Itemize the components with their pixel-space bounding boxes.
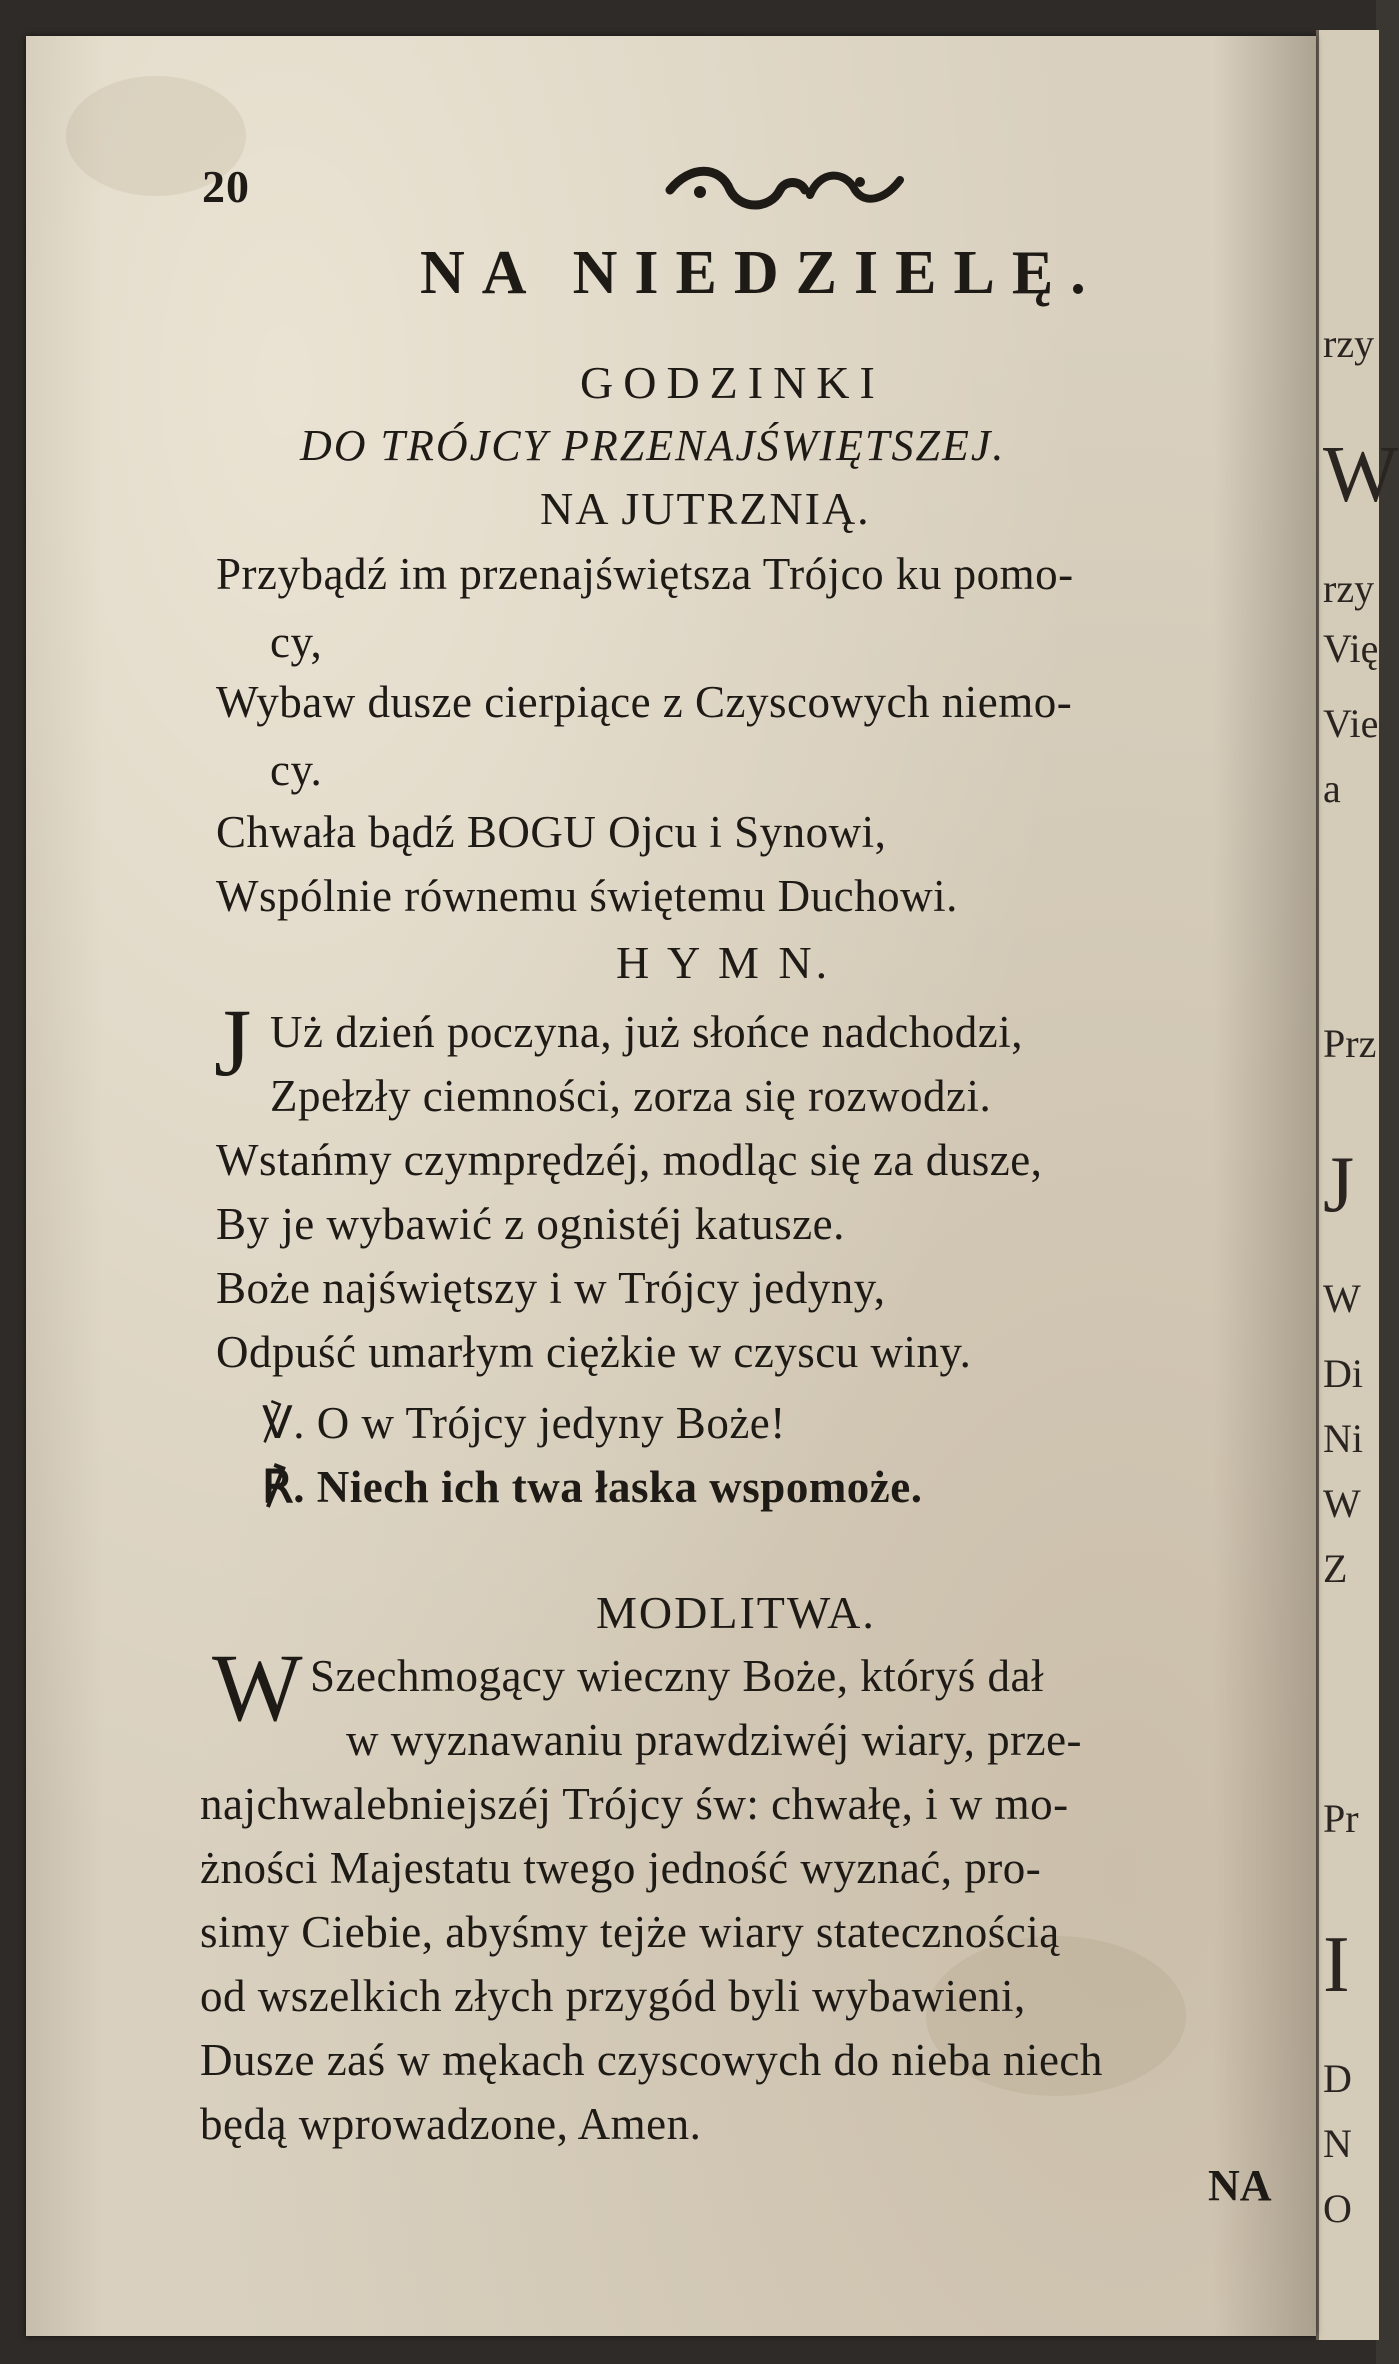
verse-line: Wybaw dusze cierpiące z Czyscowych niemo- xyxy=(216,677,1073,727)
hymn-heading: H Y M N. xyxy=(616,937,832,988)
page-title: NA NIEDZIELĘ. xyxy=(420,239,1103,307)
adjacent-fragment: O xyxy=(1323,2186,1352,2231)
dedication-line: DO TRÓJCY PRZENAJŚWIĘTSZEJ. xyxy=(300,421,1006,470)
adjacent-fragment: D xyxy=(1323,2056,1352,2101)
verse-line: cy, xyxy=(270,617,323,667)
jutrznia-heading: NA JUTRZNIĄ. xyxy=(540,483,871,534)
adjacent-fragment: Vię xyxy=(1323,626,1379,671)
prayer-line: żności Majestatu twego jedność wyznać, pro- xyxy=(200,1843,1042,1893)
adjacent-fragment: N xyxy=(1323,2121,1352,2166)
adjacent-fragment: rzy xyxy=(1323,566,1375,611)
prayer-line: simy Ciebie, abyśmy tejże wiary statecznością xyxy=(200,1907,1060,1957)
verse-line: cy. xyxy=(270,745,323,795)
page-number: 20 xyxy=(202,161,250,212)
catchword: NA xyxy=(1208,2161,1272,2210)
adjacent-fragment: J xyxy=(1323,1141,1355,1229)
modlitwa-heading: MODLITWA. xyxy=(596,1587,876,1638)
adjacent-fragment: W xyxy=(1323,431,1399,519)
response-line: ℟. Niech ich twa łaska wspomoże. xyxy=(262,1462,923,1512)
versicle-line: ℣. O w Trójcy jedyny Boże! xyxy=(262,1398,786,1448)
hymn-line: By je wybawić z ognistéj katusze. xyxy=(216,1199,845,1249)
adjacent-fragment: Vie xyxy=(1323,701,1379,746)
modlitwa-dropcap: W xyxy=(212,1634,303,1741)
hymn-line: Odpuść umarłym ciężkie w czyscu winy. xyxy=(216,1327,972,1377)
prayer-line: Szechmogący wieczny Boże, któryś dał xyxy=(310,1651,1045,1701)
verse-line: Przybądź im przenajświętsza Trójco ku pomo- xyxy=(216,549,1074,599)
hymn-line: Boże najświętszy i w Trójcy jedyny, xyxy=(216,1263,886,1313)
hymn-dropcap: J xyxy=(214,989,252,1096)
prayer-line: będą wprowadzone, Amen. xyxy=(200,2099,702,2149)
page-subtitle: GODZINKI xyxy=(580,357,885,408)
adjacent-fragment: I xyxy=(1323,1921,1350,2009)
hymn-line: Wstańmy czymprędzéj, modląc się za dusze, xyxy=(216,1135,1043,1185)
hymn-line: Zpełzły ciemności, zorza się rozwodzi. xyxy=(270,1071,992,1121)
adjacent-fragment: Pr xyxy=(1323,1796,1359,1841)
prayer-line: od wszelkich złych przygód byli wybawieni, xyxy=(200,1971,1026,2021)
ornament-icon xyxy=(660,160,920,220)
adjacent-page-edge xyxy=(1316,30,1399,2340)
adjacent-fragment: rzy xyxy=(1323,321,1375,366)
adjacent-fragment: Ni xyxy=(1323,1416,1363,1461)
prayer-line: najchwalebniejszéj Trójcy św: chwałę, i w mo- xyxy=(200,1779,1069,1829)
verse-line: Chwała bądź BOGU Ojcu i Synowi, xyxy=(216,807,887,857)
adjacent-fragment: W xyxy=(1323,1481,1361,1526)
adjacent-fragment: Prz xyxy=(1323,1021,1377,1066)
adjacent-fragment: W xyxy=(1323,1276,1361,1321)
prayer-line: Dusze zaś w mękach czyscowych do nieba niech xyxy=(200,2035,1103,2085)
adjacent-fragment: a xyxy=(1323,766,1341,811)
hymn-line: Uż dzień poczyna, już słońce nadchodzi, xyxy=(270,1007,1023,1057)
adjacent-fragment: Di xyxy=(1323,1351,1363,1396)
verse-line: Wspólnie równemu świętemu Duchowi. xyxy=(216,871,958,921)
adjacent-fragment: Z xyxy=(1323,1546,1348,1591)
prayer-line: w wyznawaniu prawdziwéj wiary, prze- xyxy=(346,1715,1083,1765)
